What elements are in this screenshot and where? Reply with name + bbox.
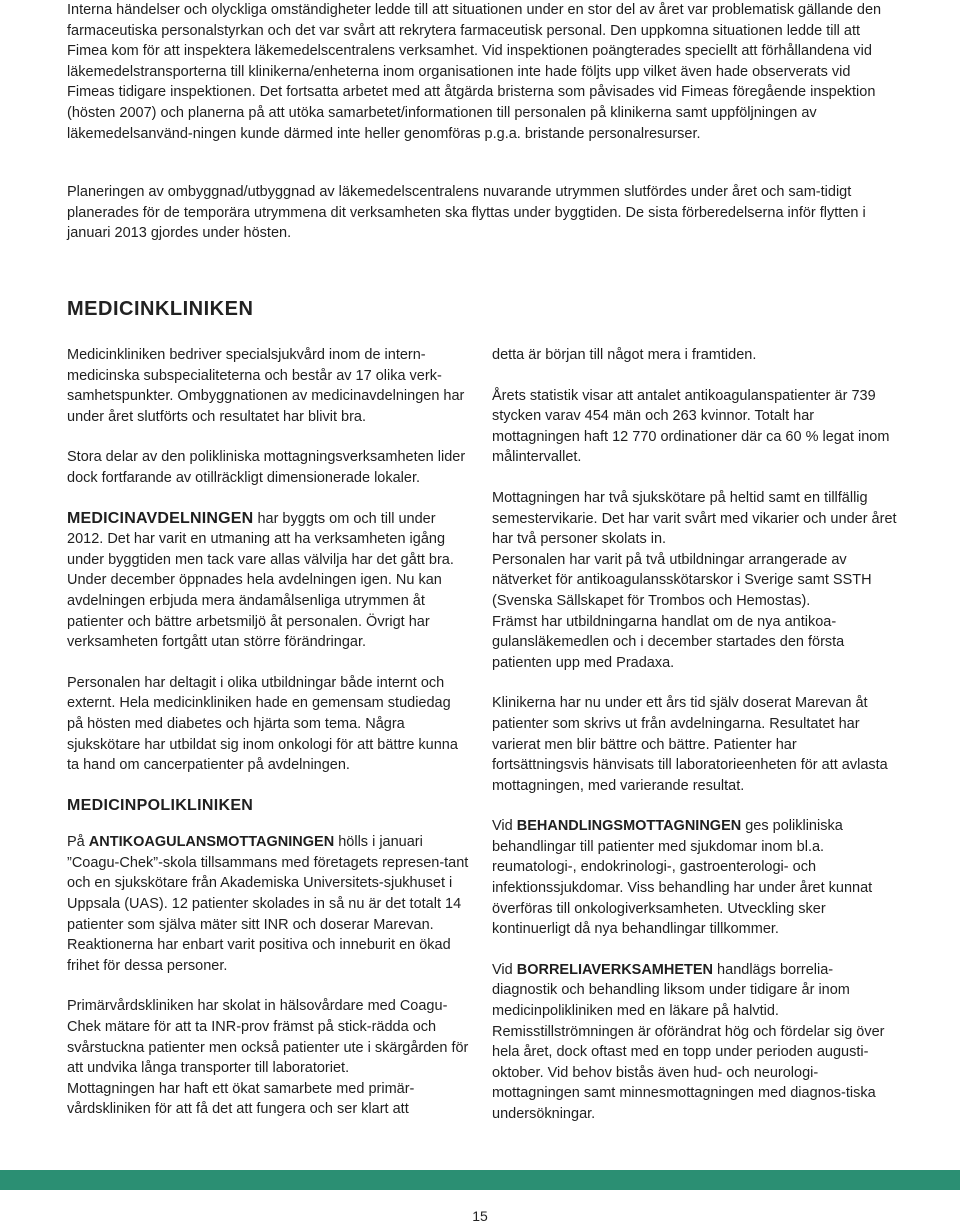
antikoagulans-paragraph: [67, 832, 470, 976]
right-paragraph-6: Klinikerna har nu under ett års tid själv doserat Marevan åt patienter som skrivs ut från avdelningarna. Resultatet har varierat men blir bättre och bättre. Patienter har fortsättningsvis hänvisats till laboratorieenheten för att avlasta mottagningen, med varierande resultat.: [492, 695, 888, 794]
footer-bar: [0, 1170, 960, 1190]
antikoagulans-prefix: På: [67, 834, 89, 851]
left-paragraph-6: Primärvårdskliniken har skolat in hälsovårdare med Coagu-Chek mätare för att ta INR-prov främst på stick-rädda och svårstuckna patienter men också patienter ute i skärgården för att undvika långa transporter till laboratoriet.: [67, 998, 469, 1077]
intro-text: [67, 0, 897, 144]
behandling-prefix: Vid: [492, 818, 517, 835]
left-column: [67, 345, 470, 1140]
borreliaverksamheten-heading: BORRELIAVERKSAMHETEN: [516, 961, 714, 978]
left-paragraph-2: Stora delar av den polikliniska mottagningsverksamheten lider dock fortfarande av otillräckligt dimensionerade lokaler.: [67, 449, 466, 486]
medicinavdelningen-heading: MEDICINAVDELNINGEN: [67, 509, 254, 527]
medicinavdelningen-text: har byggts om och till under 2012. Det har varit en utmaning att ha verksamheten igång under byggtiden men tack vare allas välvilja har det gått bra. Under december öppnades hela avdelningen igen. Nu kan avdelningen erbjuda mera ändamålsenliga utrymmen åt patienter och bättre arbetsmiljö åt personalen. Övrigt har verksamheten fortgått utan större förändringar.: [67, 510, 454, 651]
intro-paragraph-1: Interna händelser och olyckliga omständigheter ledde till att situationen under en stor del av året var problematisk gällande den farmaceutiska personalstyrkan och det var svårt att rekrytera farmaceutisk personal. Den uppkomna situationen ledde till att Fimea kom för att inspektera läkemedelscentralens verksamhet. Vid inspektionen poängterades speciellt att förhållandena vid läkemedelstransporterna till klinikerna/enheterna inom organisationen inte hade följts upp vilket även hade observerats vid Fimeas tidigare inspektionen. Det fortsatta arbetet med att åtgärda bristerna som påvisades vid Fimeas föregående inspektion (hösten 2007) och planerna på att utöka samarbetet/informationen till personalen på klinikerna samt uppföljningen av läkemedelsanvänd-ningen kunde därmed inte heller genomföras p.g.a. bristande personalresurser.: [67, 2, 882, 142]
intro-text-2: [67, 182, 897, 244]
section-title: MEDICINKLINIKEN: [67, 298, 254, 320]
borreliaverksamheten-paragraph: [492, 960, 897, 1125]
antikoagulans-heading: ANTIKOAGULANSMOTTAGNINGEN: [88, 834, 335, 851]
left-paragraph-7: Mottagningen har haft ett ökat samarbete med primär-vårdskliniken för att få det att fungera och ser klart att: [67, 1080, 415, 1118]
behandling-text: ges polikliniska behandlingar till patienter med sjukdomar inom bl.a. reumatologi-, endokrinologi-, gastroenterologi- och infektionssjukdomar. Viss behandling har under året kunnat överföras till onkologiverksamheten. Utveckling sker kontinuerligt då nya behandlingar tillkommer.: [492, 818, 873, 938]
antikoagulans-text: hölls i januari ”Coagu-Chek”-skola tillsammans med företagets represen-tant och en sjukskötare från Akademiska Universitets-sjukhuset i Uppsala (UAS). 12 patienter skolades in så nu är det totalt 14 patienter som själva mäter sitt INR och doserar Marevan. Reaktionerna har enbart varit positiva och inneburit en ökad frihet för dessa personer.: [67, 834, 469, 974]
right-paragraph-3: Mottagningen har två sjukskötare på heltid samt en tillfällig semestervikarie. Det har varit svårt med vikarier och under året har två personer skolats in.: [492, 489, 897, 548]
right-paragraph-1: detta är början till något mera i framtiden.: [492, 347, 757, 363]
medicinpolikliniken-heading: MEDICINPOLIKLINIKEN: [67, 796, 254, 814]
behandlingsmottagningen-paragraph: [492, 816, 897, 940]
right-paragraph-2: Årets statistik visar att antalet antikoagulanspatienter är 739 stycken varav 454 män och 263 kvinnor. Totalt har mottagningen haft 12 770 ordinationer där ca 60 % legat inom målintervallet.: [492, 387, 890, 466]
intro-paragraph-2: Planeringen av ombyggnad/utbyggnad av läkemedelscentralens nuvarande utrymmen slutfördes under året och sam-tidigt planerades för de temporära utrymmena dit verksamheten ska flyttas under byggtiden. De sista förberedelserna inför flytten i januari 2013 gjordes under hösten.: [67, 184, 866, 242]
borrelia-text: handlägs borrelia-diagnostik och behandling liksom under tidigare år inom medicinpolikliniken med en läkare på halvtid. Remisstillströmningen är oförändrat hög och fördelar sig över hela året, dock oftast med en topp under perioden augusti-oktober. Vid behov bistås även hud- och neurologi-mottagningen samt minnesmottagningen med diagnos-tiska undersökningar.: [492, 961, 885, 1122]
right-paragraph-4: Personalen har varit på två utbildningar arrangerade av nätverket för antikoagulansskötarskor i Sverige samt SSTH (Svenska Sällskapet för Trombos och Hemostas).: [492, 551, 872, 609]
page-number: 15: [472, 1208, 488, 1224]
left-paragraph-1: Medicinkliniken bedriver specialsjukvård inom de intern-medicinska subspecialiteterna och består av 17 olika verk-samhetspunkter. Ombyggnationen av medicinavdelningen har under året slutförts och resultatet har blivit bra.: [67, 347, 465, 425]
behandlingsmottagningen-heading: BEHANDLINGSMOTTAGNINGEN: [516, 818, 742, 835]
borrelia-prefix: Vid: [492, 961, 517, 978]
left-paragraph-4: Personalen har deltagit i olika utbildningar både internt och externt. Hela medicinkliniken hade en gemensam studiedag på hösten med diabetes och hjärta som tema. Några sjukskötare har utbildat sig inom onkologi för att bättre kunna ta hand om cancerpatienter på avdelningen.: [67, 674, 458, 774]
right-column: [492, 345, 897, 1145]
right-paragraph-5: Främst har utbildningarna handlat om de nya antikoa-gulansläkemedlen och i december startades den första patienten upp med Pradaxa.: [492, 613, 845, 671]
medicinavdelningen-paragraph: [67, 509, 470, 653]
